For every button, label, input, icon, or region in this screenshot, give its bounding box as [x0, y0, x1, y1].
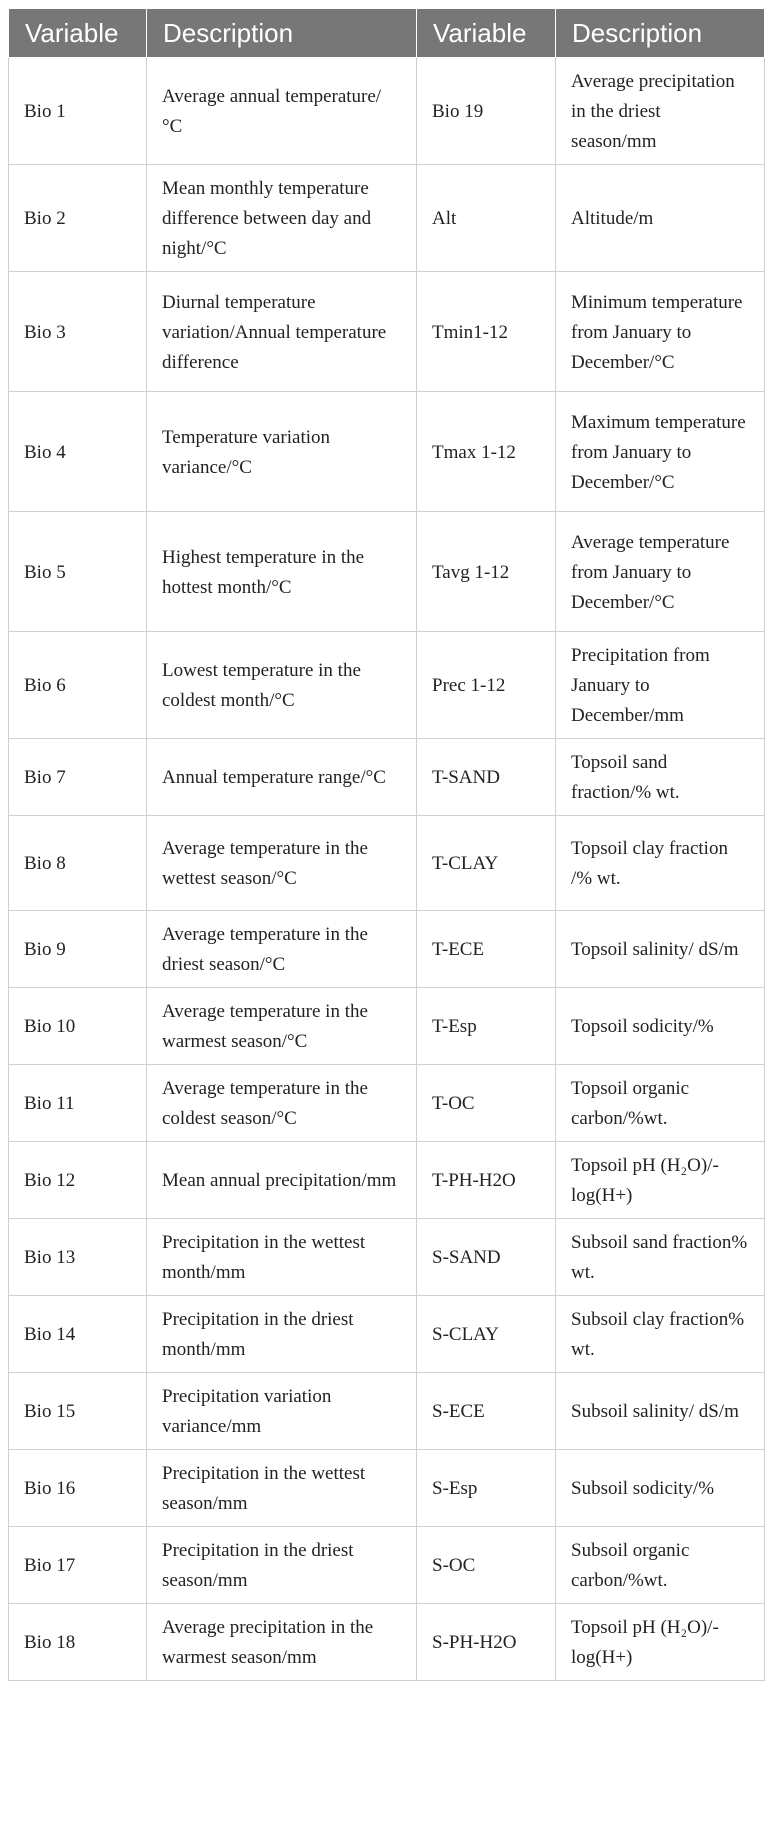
table-row — [9, 1604, 765, 1681]
description-cell: Mean monthly temperature difference between day and night/°C — [147, 165, 417, 272]
variable-cell: Alt — [417, 165, 556, 272]
description-cell: Highest temperature in the hottest month/°C — [147, 512, 417, 632]
description-cell: Average temperature in the coldest season/°C — [147, 1065, 417, 1142]
variable-cell: Bio 1 — [9, 58, 147, 165]
variable-cell: Tmin1-12 — [417, 272, 556, 392]
variable-cell: S-PH-H2O — [417, 1604, 556, 1681]
description-cell: Precipitation from January to December/mm — [556, 632, 765, 739]
variable-cell: S-OC — [417, 1527, 556, 1604]
variable-cell: Bio 5 — [9, 512, 147, 632]
table-row — [9, 1296, 765, 1373]
description-cell: Average temperature in the driest season/°C — [147, 911, 417, 988]
variable-cell: T-Esp — [417, 988, 556, 1065]
table-row — [9, 911, 765, 988]
table-row — [9, 1219, 765, 1296]
description-cell: Subsoil sand fraction% wt. — [556, 1219, 765, 1296]
description-cell: Average temperature in the warmest season/°C — [147, 988, 417, 1065]
variable-cell: Bio 15 — [9, 1373, 147, 1450]
table-row — [9, 58, 765, 165]
table-row — [9, 1527, 765, 1604]
description-cell: Topsoil pH (H₂O)/-log(H+) — [556, 1604, 765, 1681]
variable-cell: S-ECE — [417, 1373, 556, 1450]
description-cell: Altitude/m — [556, 165, 765, 272]
variable-cell: Tmax 1-12 — [417, 392, 556, 512]
table-row — [9, 392, 765, 512]
variable-cell: Bio 19 — [417, 58, 556, 165]
description-cell: Annual temperature range/°C — [147, 739, 417, 816]
header-variable-2: Variable — [417, 9, 556, 58]
table-row — [9, 512, 765, 632]
variable-cell: Bio 6 — [9, 632, 147, 739]
table-row — [9, 632, 765, 739]
table-header — [9, 9, 765, 58]
variable-cell: Bio 17 — [9, 1527, 147, 1604]
description-cell: Subsoil sodicity/% — [556, 1450, 765, 1527]
table-body — [9, 58, 765, 1681]
description-cell: Average precipitation in the driest season/mm — [556, 58, 765, 165]
description-cell: Subsoil clay fraction% wt. — [556, 1296, 765, 1373]
variable-cell: Bio 14 — [9, 1296, 147, 1373]
variable-cell: Bio 7 — [9, 739, 147, 816]
description-cell: Average temperature from January to December/°C — [556, 512, 765, 632]
description-cell: Topsoil clay fraction /% wt. — [556, 816, 765, 911]
description-cell: Maximum temperature from January to December/°C — [556, 392, 765, 512]
variable-cell: T-CLAY — [417, 816, 556, 911]
variable-cell: Bio 16 — [9, 1450, 147, 1527]
description-cell: Topsoil sand fraction/% wt. — [556, 739, 765, 816]
table-row — [9, 1065, 765, 1142]
table-row — [9, 165, 765, 272]
variable-cell: T-SAND — [417, 739, 556, 816]
variable-cell: S-SAND — [417, 1219, 556, 1296]
description-cell: Precipitation in the driest season/mm — [147, 1527, 417, 1604]
variable-cell: Prec 1-12 — [417, 632, 556, 739]
table-row — [9, 988, 765, 1065]
description-cell: Precipitation variation variance/mm — [147, 1373, 417, 1450]
description-cell: Subsoil organic carbon/%wt. — [556, 1527, 765, 1604]
description-cell: Topsoil salinity/ dS/m — [556, 911, 765, 988]
header-description-2: Description — [556, 9, 765, 58]
description-cell: Lowest temperature in the coldest month/°C — [147, 632, 417, 739]
description-cell: Average precipitation in the warmest season/mm — [147, 1604, 417, 1681]
variable-cell: Bio 9 — [9, 911, 147, 988]
variable-cell: T-OC — [417, 1065, 556, 1142]
description-cell: Subsoil salinity/ dS/m — [556, 1373, 765, 1450]
header-row — [9, 9, 765, 58]
description-cell: Average annual temperature/°C — [147, 58, 417, 165]
table-row — [9, 272, 765, 392]
variable-cell: Bio 12 — [9, 1142, 147, 1219]
table-row — [9, 1142, 765, 1219]
variables-table — [8, 8, 765, 1681]
variable-cell: Bio 2 — [9, 165, 147, 272]
description-cell: Minimum temperature from January to December/°C — [556, 272, 765, 392]
header-variable-1: Variable — [9, 9, 147, 58]
description-cell: Topsoil organic carbon/%wt. — [556, 1065, 765, 1142]
header-description-1: Description — [147, 9, 417, 58]
variable-cell: Bio 13 — [9, 1219, 147, 1296]
description-cell: Topsoil pH (H₂O)/-log(H+) — [556, 1142, 765, 1219]
table-row — [9, 816, 765, 911]
description-cell: Diurnal temperature variation/Annual temperature difference — [147, 272, 417, 392]
description-cell: Precipitation in the driest month/mm — [147, 1296, 417, 1373]
variable-cell: Bio 10 — [9, 988, 147, 1065]
variable-cell: Bio 11 — [9, 1065, 147, 1142]
table-row — [9, 739, 765, 816]
description-cell: Topsoil sodicity/% — [556, 988, 765, 1065]
description-cell: Precipitation in the wettest season/mm — [147, 1450, 417, 1527]
variable-cell: S-Esp — [417, 1450, 556, 1527]
variable-cell: Bio 3 — [9, 272, 147, 392]
variable-cell: Bio 4 — [9, 392, 147, 512]
variables-table-container — [8, 8, 764, 1681]
variable-cell: Tavg 1-12 — [417, 512, 556, 632]
description-cell: Temperature variation variance/°C — [147, 392, 417, 512]
description-cell: Mean annual precipitation/mm — [147, 1142, 417, 1219]
variable-cell: Bio 18 — [9, 1604, 147, 1681]
variable-cell: S-CLAY — [417, 1296, 556, 1373]
variable-cell: T-ECE — [417, 911, 556, 988]
description-cell: Average temperature in the wettest season/°C — [147, 816, 417, 911]
variable-cell: T-PH-H2O — [417, 1142, 556, 1219]
table-row — [9, 1450, 765, 1527]
table-row — [9, 1373, 765, 1450]
variable-cell: Bio 8 — [9, 816, 147, 911]
description-cell: Precipitation in the wettest month/mm — [147, 1219, 417, 1296]
